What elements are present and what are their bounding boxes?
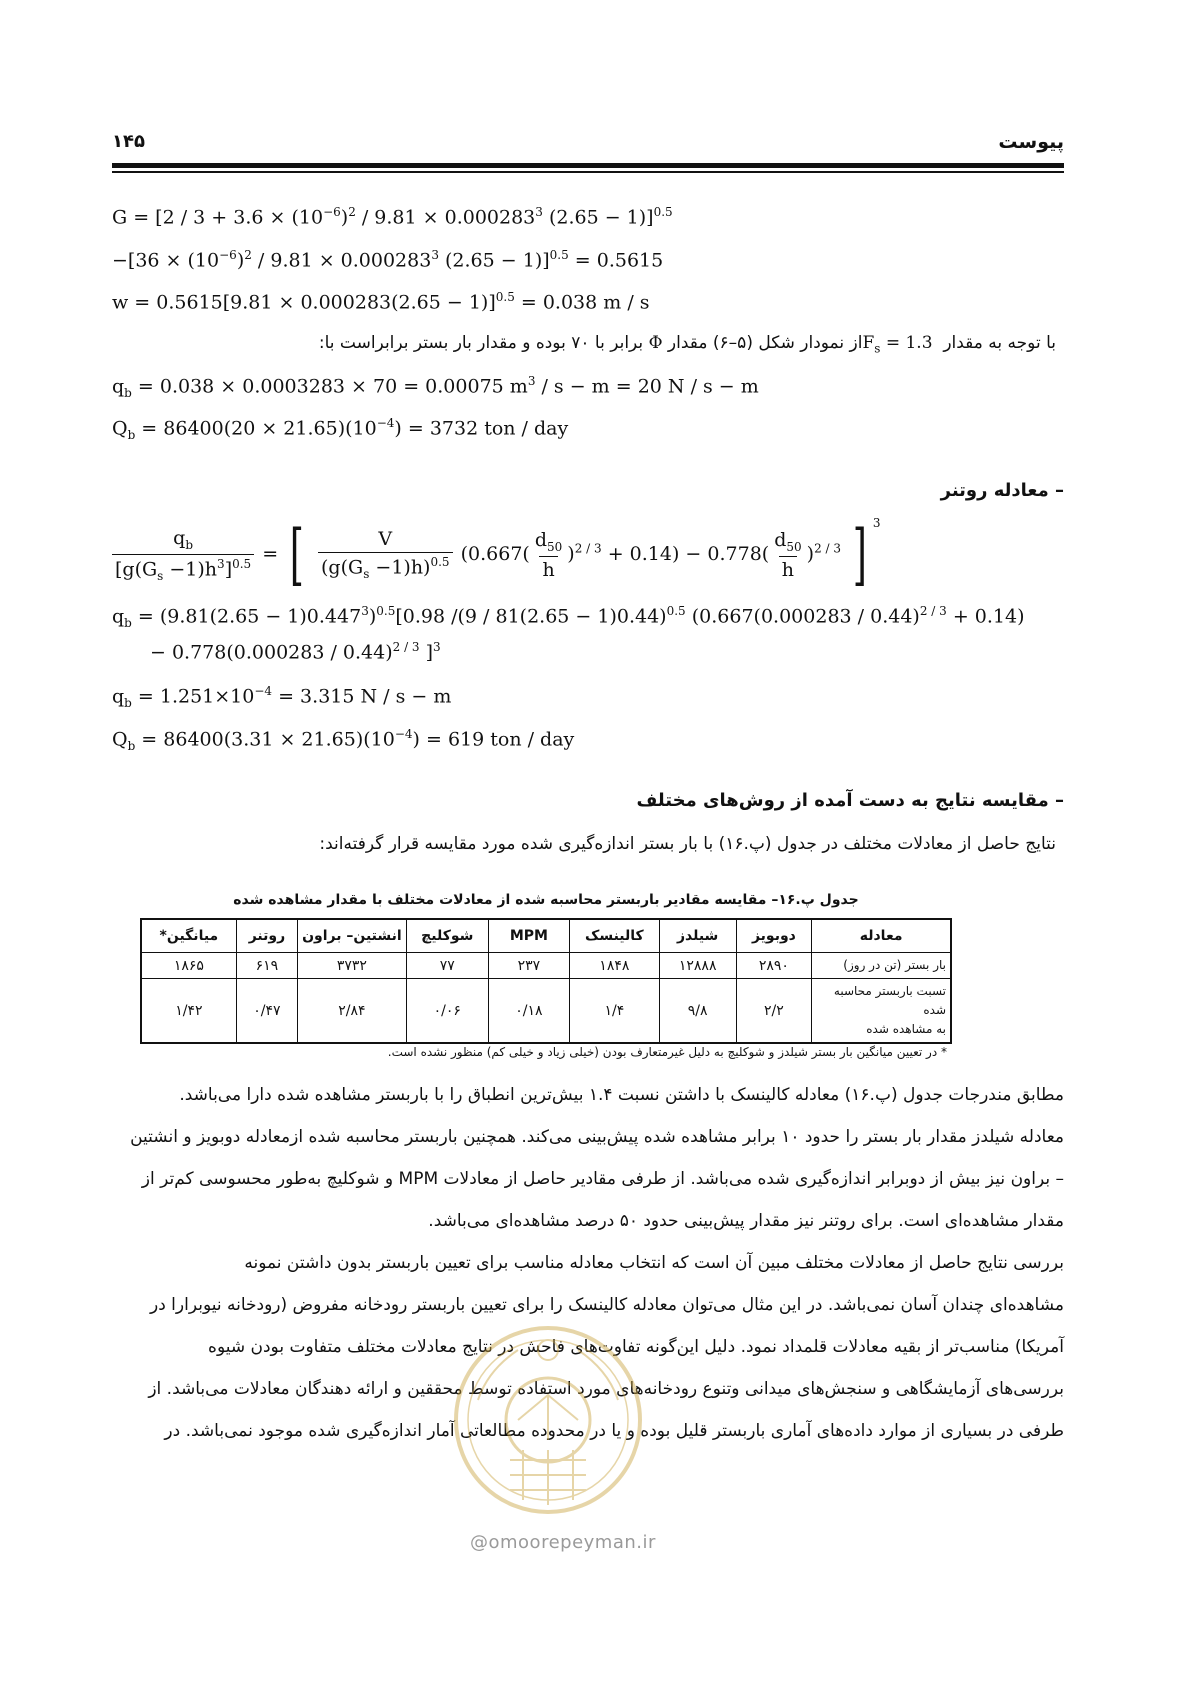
table-cell: ۰/۴۷ — [236, 979, 297, 1044]
paragraph-line: آمریکا) مناسب‌تر از بقیه معادلات قلمداد نمود. دلیل این‌گونه تفاوت‌های فاحش در نتایج معادلات مختلف متفاوت بودن شیوه — [208, 1337, 1064, 1357]
text-fs-sentence: با توجه به مقدار $F_s = 1.3$ از نمودار شکل (۵–۶) مقدار Φ برابر با ۷۰ بوده و مقدار بار بستر برابراست با: — [318, 333, 1056, 356]
comparison-table — [140, 918, 952, 1044]
table-cell: ۲۳۷ — [488, 953, 569, 979]
table-cell: ۳۷۳۲ — [298, 953, 407, 979]
equation-Qb-1: $Q_b = 86400(20 \times 21.65)(10^{-4}) = 3732$ ton / day — [112, 416, 569, 443]
watermark-seal-icon — [448, 1310, 648, 1520]
fraction-qb-over-g: $\frac{q_b}{[g(G_s -1)h^3]^{0.5}}$ — [112, 527, 254, 583]
phi-symbol: Φ — [648, 333, 663, 353]
equation-rottner-main: $\frac{q_b}{[g(G_s -1)h^3]^{0.5}}$ = [ $\frac{V}{(g(G_s -1)h)^{0.5}}$ (0.667( $\frac{d_{50}}{h}$ )$^{2 / 3}$ + 0.14) − 0.778( $\frac{d_{50}}{h}$ )$^{2 / 3}$ ] $^3$ — [110, 522, 880, 588]
table-caption: جدول پ.۱۶– مقایسه مقادیر باربستر محاسبه شده از معادلات مختلف با مقدار مشاهده شده — [233, 892, 859, 908]
equation-g-line1: $G = [2 / 3 + 3.6 \times (10^{-6})^2 / 9.81 \times 0.000283^3$ (2.65 − 1)]$^{0.5}$ — [112, 205, 673, 229]
header-rule-thick — [112, 163, 1064, 168]
fraction-d50-h-1: $\frac{d_{50}}{h}$ — [534, 529, 563, 581]
section-heading-rottner: – معادله روتنر — [940, 480, 1064, 501]
table-cell: ۰/۰۶ — [406, 979, 488, 1044]
paragraph-line: – براون نیز بیش از دوبرابر اندازه‌گیری شده می‌باشد. از طرفی مقادیر حاصل از معادلات MPM و شوکلیچ به‌طور محسوسی کم‌تر از — [141, 1169, 1064, 1189]
equation-w: $w = 0.5615[9.81 \times 0.000283(2.65 - 1)]^{0.5} = 0.038$ m / s — [112, 290, 650, 314]
equation-g-line2: $-[36 \times (10^{-6})^2 / 9.81 \times 0.000283^3$ (2.65 − 1)]$^{0.5}$ = 0.5615 — [112, 248, 664, 272]
header-cell: MPM — [488, 919, 569, 953]
right-bracket: ] — [852, 516, 868, 593]
header-cell: انشتین– براون — [298, 919, 407, 953]
table-cell: ۱۸۴۸ — [569, 953, 659, 979]
equation-rottner-row3: − 0.778(0.000283 / 0.44)$^{2 / 3}$ ]$^3$ — [150, 640, 441, 664]
paragraph-line: بررسی نتایج حاصل از معادلات مختلف مبین آن است که انتخاب معادله مناسب برای تعیین باربستر بدون داشتن نمونه — [244, 1253, 1064, 1273]
compare-intro: نتایج حاصل از معادلات مختلف در جدول (پ.۱۶) با بار بستر اندازه‌گیری شده مورد مقایسه قرار گرفته‌اند: — [319, 834, 1056, 854]
paragraph-line: مشاهده‌ای چندان آسان نمی‌باشد. در این مثال می‌توان معادله کالینسک را برای تعیین باربستر رودخانه مفروض (رودخانه نیوبرارا در — [150, 1295, 1064, 1315]
header-cell: معادله — [812, 919, 951, 953]
table-cell: ۱/۴ — [569, 979, 659, 1044]
table-footnote: * در تعیین میانگین بار بستر شیلدز و شوکلیچ به دلیل غیرمتعارف بودن (خیلی زیاد و خیلی کم) منظور نشده است. — [387, 1045, 947, 1059]
table-cell: ۲۸۹۰ — [736, 953, 812, 979]
table-cell: ۲/۸۴ — [298, 979, 407, 1044]
paragraph-line: طرفی در بسیاری از موارد داده‌های آماری باربستر قلیل بوده و یا در محدوده مطالعاتی آمار اندازه‌گیری شده موجود نمی‌باشد. در — [164, 1421, 1064, 1441]
table-cell: ۱۸۶۵ — [141, 953, 236, 979]
fraction-v: $\frac{V}{(g(G_s -1)h)^{0.5}}$ — [318, 528, 453, 581]
table-row — [141, 953, 951, 979]
paragraph-line: معادله شیلدز مقدار بار بستر را حدود ۱۰ برابر مشاهده شده پیش‌بینی می‌کند. همچنین باربستر محاسبه شده ازمعادله دوبویز و انشتین — [130, 1127, 1064, 1147]
table-cell: ۷۷ — [406, 953, 488, 979]
table-cell: ۱۲۸۸۸ — [659, 953, 736, 979]
header-cell: شوکلیچ — [406, 919, 488, 953]
table-cell: ۰/۱۸ — [488, 979, 569, 1044]
equation-rottner-row2: $q_b = (9.81(2.65 - 1)0.447^3)^{0.5}[0.98$ $/(9 / 81(2.65 - 1)0.44)^{0.5}$ (0.667(0.000283 / 0.44)$^{2 / 3}$ + 0.14) — [112, 604, 1025, 631]
equation-rottner-row5: $Q_b = 86400(3.31 \times 21.65)(10^{-4}) = 619$ ton / day — [112, 727, 575, 754]
page-number: ۱۴۵ — [112, 131, 145, 152]
header-cell: روتنر — [236, 919, 297, 953]
header-cell: کالینسک — [569, 919, 659, 953]
table-header-row — [141, 919, 951, 953]
watermark-url: @omoorepeyman.ir — [470, 1532, 656, 1553]
table-cell: ۶۱۹ — [236, 953, 297, 979]
table-cell: ۹/۸ — [659, 979, 736, 1044]
paragraph-line: مقدار مشاهده‌ای است. برای روتنر نیز مقدار پیش‌بینی حدود ۵۰ درصد مشاهده‌ای می‌باشد. — [428, 1211, 1064, 1231]
header-cell: دوبویز — [736, 919, 812, 953]
table-row — [141, 979, 951, 1044]
equation-rottner-row4: $q_b = 1.251\times 10^{-4} = 3.315$ N / s − m — [112, 684, 452, 711]
paragraph-line: بررسی‌های آزمایشگاهی و سنجش‌های میدانی وتنوع رودخانه‌های مورد استفاده توسط محققین و ارائه دهندگان معادلات می‌باشد. از — [148, 1379, 1064, 1399]
header-rule-thin — [112, 171, 1064, 173]
left-bracket: [ — [290, 516, 305, 593]
row-label: تسبت باربستر محاسبه شده به مشاهده شده — [812, 979, 951, 1044]
running-header-title: پیوست — [998, 131, 1064, 153]
section-heading-compare: – مقایسه نتایج به دست آمده از روش‌های مختلف — [636, 790, 1064, 811]
equation-qb-1: $q_b = 0.038 \times 0.0003283 \times 70 = 0.00075$ $m^3 / s - m = 20$ N / s − m — [112, 374, 759, 401]
header-cell: شیلدز — [659, 919, 736, 953]
fraction-d50-h-2: $\frac{d_{50}}{h}$ — [774, 529, 802, 581]
fs-symbol: $F_s = 1.3$ — [862, 333, 938, 356]
paragraph-line: مطابق مندرجات جدول (پ.۱۶) معادله کالینسک با داشتن نسبت ۱.۴ بیش‌ترین انطباق را با باربستر مشاهده شده دارا می‌باشد. — [179, 1085, 1064, 1105]
table-cell: ۱/۴۲ — [141, 979, 236, 1044]
table-cell: ۲/۲ — [736, 979, 812, 1044]
header-cell: میانگین* — [141, 919, 236, 953]
row-label: بار بستر (تن در روز) — [812, 953, 951, 979]
